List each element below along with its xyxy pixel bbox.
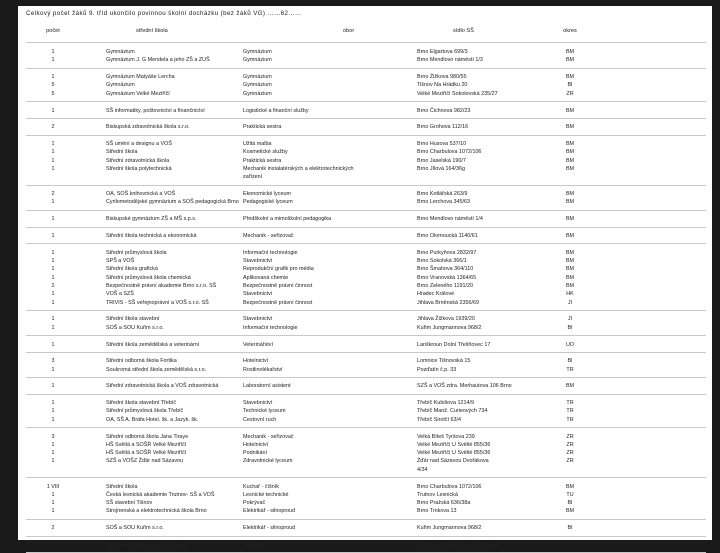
cell-okres: BM [565,199,575,206]
cell-pocet: 1 [51,491,55,498]
cell-okres: BM [565,124,575,131]
cell-pocet: 1 [51,141,55,148]
cell-pocet: 2 [51,282,55,289]
cell-okres: TR [566,416,574,423]
cell-obor: Předškolní a mimoškolní pedagogika [243,216,332,223]
document-title: Celkový počet žáků 9. tříd ukončilo povinnou školní docházku (bez žáků VG) ……62…… [26,10,302,17]
cell-skola: Střední zdravotnická škola a VOŠ zdravotnická [106,383,219,390]
cell-okres: BM [565,157,575,164]
table-header [18,28,712,38]
cell-okres: BM [565,274,575,281]
cell-okres: JI [567,299,573,306]
cell-sidlo: Brno Lerchova 345/63 [417,199,471,206]
cell-pocet: 1 [51,416,55,423]
cell-obor: Mechanik - seřizovač [243,233,294,239]
table-row [18,123,712,131]
cell-okres: TR [566,366,574,373]
cell-okres: BM [565,57,575,64]
row-divider [26,243,706,244]
column-header-okres: okres [563,28,577,34]
row-divider [26,394,706,395]
cell-pocet: 1 [51,291,55,298]
cell-skola: HŠ Světlá a SOŠŘ Velké Meziříčí [106,441,187,448]
cell-pocet: 1 [51,316,55,323]
cell-skola: Střední průmyslová škola chemická [106,274,191,281]
table-row-group [18,48,712,65]
cell-obor: Praktická sestra [243,157,282,164]
cell-pocet: 1 [51,149,55,156]
cell-pocet: 1 [51,266,55,273]
cell-sidlo: Brno Charbulova 1072/106 [417,483,482,490]
table-row [18,541,712,549]
cell-okres: ZR [566,433,574,440]
cell-skola: Střední škola [106,483,138,490]
cell-sidlo: Třebíč Sirotčí 63/4 [417,416,462,423]
cell-obor: Gymnázium [243,74,272,81]
cell-sidlo: Velké Meziříčí U Světlé 855/36 [417,441,491,448]
cell-sidlo: Jihlava Žižkova 1939/20 [417,316,475,323]
cell-pocet: 1 [51,107,55,114]
table-row [18,466,712,474]
table-row [18,483,712,491]
table-row-group [18,73,712,98]
cell-sidlo: Brno Pražská 636/38a [417,500,471,507]
table-row [18,324,712,332]
cell-obor: Hotelnictví [243,441,269,448]
cell-okres: BI [567,525,573,532]
table-row [18,265,712,273]
cell-sidlo: Žďár nad Sázavou Dvořákova [417,458,489,465]
cell-skola: Gymnázium [106,82,135,89]
cell-obor: Bezpečnostně právní činnost [243,282,313,289]
table-row [18,441,712,449]
row-divider [26,118,706,119]
cell-skola: Bezpečnostně právní akademie Brno s.r.o. SŠ [106,282,217,289]
cell-skola: Střední škola stavební Třebíč [106,400,177,407]
cell-obor: Aplikovaná chemie [243,274,289,281]
cell-sidlo: Velké Meziříčí Sokolovská 235/27 [417,90,498,97]
cell-sidlo: Kuřim Jungmannova 968/2 [417,525,482,532]
cell-skola: TRIVIS - SŠ veřejnoprávní a VOŠ s.r.o. SŠ [106,299,209,306]
cell-okres: BM [565,266,575,273]
cell-skola: SPŠ a VOŠ [106,258,135,265]
table-row [18,173,712,181]
column-header-skola: střední škola [136,28,168,34]
table-row [18,48,712,56]
cell-skola: Gymnázium Velké Meziříčí [106,90,170,97]
cell-obor: Mechanik instalatérských a elektrotechnických [243,165,354,172]
header-divider [26,42,706,43]
cell-okres: BM [565,483,575,490]
cell-sidlo: Hradec Králové [417,291,455,298]
cell-okres: BI [567,82,573,89]
cell-pocet: 1 [51,249,55,256]
table-row [18,407,712,415]
cell-sidlo: Jihlava Brněnská 2356/69 [417,299,480,306]
cell-okres: BI [567,358,573,365]
cell-skola: Střední škola grafická [106,266,158,273]
row-divider [26,210,706,211]
table-row [18,107,712,115]
cell-okres: ZR [566,542,574,549]
table-row-group [18,107,712,115]
table-row [18,157,712,165]
row-divider [26,377,706,378]
cell-pocet: 1 [51,383,55,390]
cell-skola: VOŠ a SZŠ [106,291,134,298]
cell-sidlo: Velké Meziříčí U Světlé 855/36 [417,450,491,457]
cell-pocet: 1 [51,324,55,331]
cell-obor: Hotelnictví [243,358,269,365]
cell-okres: TR [566,400,574,407]
cell-sidlo: Velká Bíteš Tyršova 239 [417,433,475,440]
cell-skola: Střední zdravotnická škola [106,157,170,164]
cell-skola: Střední škola [106,149,138,156]
cell-skola: SOŠ a SOU Kuřim s.r.o. [106,324,164,331]
cell-skola: Střední škola technická a ekonomická [106,233,197,239]
cell-obor: Gymnázium [243,57,272,64]
table-row [18,198,712,206]
cell-pocet: 2 [51,124,55,131]
cell-pocet: 1 [51,458,55,465]
cell-pocet: 1 [51,157,55,164]
table-row [18,81,712,89]
table-row-group [18,541,712,549]
cell-sidlo: Brno Kotlářská 263/9 [417,191,468,198]
cell-obor: Zdravotnické lyceum [243,458,293,465]
cell-skola: HŠ Světlá a SOŠŘ Velké Meziříčí [106,450,187,457]
table-row-group [18,357,712,374]
cell-skola: SŠ umění a designu a VOŠ [106,141,172,148]
cell-okres: BM [565,191,575,198]
cell-sidlo: SZŠ a VOŠ zdra. Merhautova 106 Brno [417,383,512,390]
cell-pocet: 5 [51,90,55,97]
cell-skola: Cyrilometodějské gymnázium a SOŠ pedagogická Brno [106,199,239,206]
cell-pocet: 1 [51,233,55,239]
cell-okres: TU [566,491,574,498]
column-header-obor: obor [343,28,355,34]
row-divider [26,185,706,186]
cell-okres: ZR [566,450,574,457]
cell-okres: BM [565,249,575,256]
cell-sidlo: Brno Zeleného 1191/20 [417,282,473,289]
table-row [18,274,712,282]
row-divider [26,427,706,428]
cell-obor: Gymnázium [243,82,272,89]
table-row [18,56,712,64]
table-row [18,491,712,499]
column-header-pocet: počet [46,28,60,34]
cell-sidlo: Brno Mendlovo náměstí 1/3 [417,57,483,64]
cell-okres: BI [567,500,573,507]
cell-obor: Mechanik - seřizovač [243,433,294,440]
cell-pocet: 1 [51,366,55,373]
cell-sidlo: Střední odborná škola Jana Tiraye [417,542,500,549]
table-row [18,416,712,424]
cell-skola: SZŠ a VOŠZ Žďár nad Sázavou [106,458,184,465]
cell-skola: Střední odborná škola Jana Tiraye [106,433,189,440]
cell-obor: Ekonomické lyceum [243,191,291,198]
table-row [18,282,712,290]
cell-pocet: 1 [51,441,55,448]
cell-skola: Střední škola zemědělská a veterinární [106,341,200,348]
cell-obor: Informační technologie [243,324,298,331]
cell-pocet: 1 [51,408,55,415]
cell-obor: Stavebnictví [243,400,273,407]
cell-sidlo: Třebíč Kubišova 1214/9 [417,400,474,407]
cell-obor: Stavebnictví [243,291,273,298]
cell-sidlo: Brno Šmahova 364/110 [417,266,474,273]
cell-sidlo: Lanškroun Dolní Třešňovec 17 [417,341,491,348]
table-row [18,366,712,374]
cell-sidlo: Brno Olomoucká 1140/61 [417,233,478,239]
table-row [18,290,712,298]
table-row [18,190,712,198]
table-row-group [18,140,712,181]
cell-okres: BM [565,107,575,114]
table-row-group [18,399,712,424]
row-divider [26,352,706,353]
cell-obor: Rostlinolékařství [243,366,283,373]
cell-sidlo: Třebíč Manž. Curieových 734 [417,408,488,415]
cell-obor: Užitá malba [243,141,272,148]
cell-obor: Informační technologie [243,249,298,256]
cell-obor: Reprodukční grafik pro média [243,266,314,273]
table-row [18,232,712,240]
cell-sidlo: Tišnov Na Hrádku 20 [417,82,468,89]
cell-sidlo: Brno Žižkova 980/55 [417,74,467,81]
cell-sidlo: Brno Husova 537/10 [417,141,467,148]
row-divider [26,135,706,136]
cell-skola: OA, SOŠ knihovnická a VOŠ [106,191,176,198]
table-row-group [18,123,712,131]
column-header-sidlo: sídlo SŠ [453,28,474,34]
table-row-group [18,382,712,390]
table-row-group [18,524,712,532]
cell-sidlo: Brno Jílová 164/36g [417,165,465,172]
table-row [18,382,712,390]
cell-skola: Střední škola stavební [106,316,160,323]
table-row-group [18,433,712,474]
cell-skola: Biskupské gymnázium ZŠ a MŠ s.p.s. [106,216,197,223]
cell-pocet: 1 [51,199,55,206]
cell-skola: SŠ stavební Tišnov [106,500,153,507]
row-divider [26,519,706,520]
cell-okres: TR [566,408,574,415]
cell-obor: zařízení [243,174,263,181]
row-divider [26,536,706,537]
table-row-group [18,215,712,223]
cell-pocet: 2 [51,525,55,532]
cell-sidlo: Kuřim Jungmannova 968/2 [417,324,482,331]
cell-pocet: 1 [51,49,55,55]
cell-obor: Pedagogické lyceum [243,199,293,206]
cell-pocet: 2 [51,191,55,198]
table-row [18,449,712,457]
table-row [18,249,712,257]
table-row [18,341,712,349]
cell-pocet: 5 [51,82,55,89]
cell-skola: Střední škola polytechnická [106,165,172,172]
cell-okres: BM [565,282,575,289]
table-row [18,73,712,81]
cell-okres: BM [565,74,575,81]
cell-sidlo: Brno Sokolská 366/1 [417,258,467,265]
cell-okres: ZR [566,458,574,465]
cell-pocet: 1 [51,165,55,172]
row-divider [26,68,706,69]
cell-obor: Veterinářství [243,341,273,348]
cell-skola: Střední odborná škola Jana Tiraye [106,542,189,549]
cell-skola: Gymnázium J. G Mendela a jeho ZŠ a ZUŠ [106,57,210,64]
table-row-group [18,341,712,349]
cell-okres: BM [565,233,575,239]
cell-pocet: 1 [51,542,55,549]
table-row [18,165,712,173]
table-row [18,299,712,307]
cell-okres: HK [566,291,574,298]
row-divider [26,101,706,102]
cell-pocet: 3 [51,433,55,440]
cell-obor: Cestovní ruch [243,416,277,423]
table-row [18,90,712,98]
cell-skola: Střední odborná škola Fortika [106,358,177,365]
table-row [18,433,712,441]
cell-skola: Biskupská zdravotnická škola s.r.o. [106,124,190,131]
cell-pocet: 1 [51,258,55,265]
cell-skola: Gymnázium [106,49,135,55]
cell-sidlo: Brno Trnkova 13 [417,508,457,515]
cell-obor: Kosmetické služby [243,149,288,156]
table-row [18,399,712,407]
row-divider [26,335,706,336]
cell-skola: Strojírenská a elektrotechnická škola Brno [106,508,207,515]
cell-obor: Pokrývač [243,500,266,507]
cell-obor: Technické lyceum [243,408,286,415]
table-row-group [18,315,712,332]
cell-skola: Střední průmyslová škola Třebíč [106,408,184,415]
cell-pocet: 1 [51,299,55,306]
cell-skola: Gymnázium Matyáše Lercha [106,74,175,81]
cell-pocet: 1 [51,274,55,281]
table-row-group [18,249,712,307]
cell-pocet: 1 [51,341,55,348]
cell-obor: Laboratorní asistent [243,383,291,390]
cell-obor: Gymnázium [243,90,272,97]
cell-okres: BM [565,141,575,148]
cell-sidlo: Trutnov Lesnická [417,491,458,498]
cell-okres: BM [565,258,575,265]
cell-sidlo: Brno Jaselská 190/7 [417,157,466,164]
cell-obor: Stavebnictví [243,258,273,265]
cell-obor: Podnikání [243,450,267,457]
cell-okres: ZR [566,441,574,448]
table-row [18,148,712,156]
row-divider [26,227,706,228]
table-row [18,524,712,532]
cell-pocet: 1 [51,74,55,81]
cell-pocet: 1 [51,508,55,515]
cell-skola: SŠ informatiky, poštovnictví a finančnictví [106,107,205,114]
cell-sidlo: Brno Mendlovo náměstí 1/4 [417,216,483,223]
cell-obor: Gymnázium [243,49,272,55]
cell-pocet: 1 [51,400,55,407]
cell-sidlo: Brno Čichnova 982/23 [417,107,471,114]
cell-obor: Bezpečnostně právní činnost [243,299,313,306]
cell-sidlo: Brno Vranovská 1364/65 [417,274,477,281]
table-row [18,357,712,365]
cell-obor: Elektrikář - silnoproud [243,508,296,515]
cell-sidlo: 4/34 [417,466,428,473]
table-row [18,257,712,265]
cell-okres: ZR [566,90,574,97]
cell-obor: Lesnické technické [243,491,289,498]
cell-pocet: 1 [51,216,55,223]
cell-pocet: 1 VIII [46,483,60,490]
cell-okres: BM [565,149,575,156]
cell-skola: Střední průmyslová škola [106,249,167,256]
cell-pocet: 1 [51,450,55,457]
table-row [18,499,712,507]
table-row [18,140,712,148]
cell-skola: OA, SŠ A. Bráfa Hotel. šk. a Jazyk. šk. [106,416,199,423]
cell-pocet: 1 [51,57,55,64]
table-row-group [18,190,712,207]
cell-okres: BM [565,216,575,223]
cell-okres: BM [565,508,575,515]
table-row [18,457,712,465]
cell-okres: BM [565,383,575,390]
cell-obor: Kuchař - číšník [243,483,279,490]
cell-skola: SOŠ a SOU Kuřim s.r.o. [106,525,164,532]
table-row [18,215,712,223]
cell-pocet: 1 [51,500,55,507]
row-divider [26,477,706,478]
cell-obor: Stavebnictví [243,316,273,323]
cell-pocet: 3 [51,358,55,365]
cell-sidlo: Pozďatín č.p. 33 [417,366,457,373]
row-divider [26,310,706,311]
table-row [18,507,712,515]
cell-skola: Soukromá střední škola zemědělská s.r.o. [106,366,207,373]
cell-sidlo: Lomnice Tišnovská 15 [417,358,471,365]
cell-obor: Praktická sestra [243,124,282,131]
cell-sidlo: Brno Elgartova 699/3 [417,49,468,55]
cell-sidlo: Brno Purkyňova 2832/97 [417,249,477,256]
cell-okres: BM [565,165,575,172]
table-row-group [18,232,712,240]
document-page [18,6,712,549]
cell-okres: UO [565,341,575,348]
cell-okres: BM [565,49,575,55]
table-row [18,315,712,323]
cell-obor: Kadeřník [243,542,265,549]
cell-sidlo: Brno Grohova 112/16 [417,124,469,131]
table-row-group [18,483,712,516]
cell-skola: Česká lesnická akademie Trutnov- SŠ a VOŠ [106,491,215,498]
cell-sidlo: Brno Charbulova 1072/106 [417,149,482,156]
cell-okres: BI [567,324,573,331]
cell-obor: Logistické a finanční služby [243,107,309,114]
cell-okres: JI [567,316,573,323]
cell-obor: Elektrikář - silnoproud [243,525,296,532]
